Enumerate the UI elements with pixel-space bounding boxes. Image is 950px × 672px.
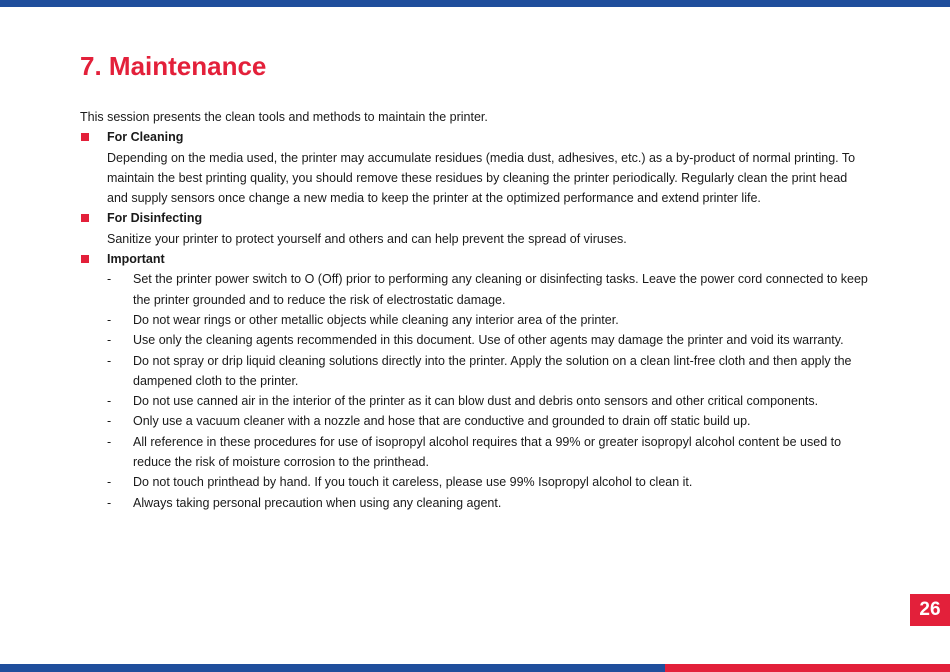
list-item-text: Do not use canned air in the interior of the printer as it can blow dust and debris onto sensors and other critical components. [133, 394, 819, 409]
dash-bullet-icon: - [107, 394, 112, 409]
list-item [107, 472, 870, 492]
dash-bullet-icon: - [107, 495, 112, 510]
bottom-border-bar-red [665, 664, 950, 672]
section-heading-label: Important [107, 252, 165, 267]
square-bullet-icon [81, 133, 89, 141]
section-disinfecting [80, 208, 870, 249]
list-item [107, 269, 870, 310]
important-list [80, 269, 870, 513]
list-item-text: Always taking personal precaution when using any cleaning agent. [133, 495, 502, 510]
square-bullet-icon [81, 214, 89, 222]
list-item-text: Set the printer power switch to O (Off) prior to performing any cleaning or disinfecting tasks. Leave the power cord connected to keep the printer grounded and to reduce the risk of electrostatic damage. [133, 272, 868, 307]
list-item-text: All reference in these procedures for use of isopropyl alcohol requires that a 99% or greater isopropyl alcohol content be used to reduce the risk of moisture corrosion to the printhead. [133, 434, 842, 470]
list-item-text: Only use a vacuum cleaner with a nozzle and hose that are conductive and grounded to drain off static build up. [133, 414, 751, 429]
list-item-text: Do not wear rings or other metallic objects while cleaning any interior area of the printer. [133, 312, 619, 327]
list-item [107, 351, 870, 392]
intro-text: This session presents the clean tools and methods to maintain the printer. [80, 110, 488, 124]
dash-bullet-icon: - [107, 434, 112, 449]
top-border-bar [0, 0, 950, 7]
dash-bullet-icon: - [107, 312, 112, 327]
list-item-text: Do not touch printhead by hand. If you touch it careless, please use 99% Isopropyl alcohol to clean it. [133, 475, 693, 490]
page-content [80, 107, 870, 513]
dash-bullet-icon: - [107, 353, 112, 368]
section-important [80, 249, 870, 513]
list-item [107, 432, 870, 473]
list-item [107, 493, 870, 513]
section-heading-disinfecting [80, 208, 870, 228]
bottom-border-bar-blue [0, 664, 665, 672]
square-bullet-icon [81, 255, 89, 263]
list-item [107, 411, 870, 431]
section-heading-label: For Disinfecting [107, 211, 203, 226]
section-body-cleaning: Depending on the media used, the printer may accumulate residues (media dust, adhesives, etc.) as a by-product of normal printing. To maintain the best printing quality, you should remove these residues by cleaning the printer periodically. Regularly clean the print head and supply sensors once change a new media to keep the printer at the optimized performance and extend printer life. [107, 150, 856, 206]
list-item-text: Use only the cleaning agents recommended in this document. Use of other agents may damage the printer and void its warranty. [133, 333, 844, 348]
list-item [107, 330, 870, 350]
list-item [107, 391, 870, 411]
section-heading-label: For Cleaning [107, 130, 184, 145]
section-heading-important [80, 249, 870, 269]
dash-bullet-icon: - [107, 475, 112, 490]
section-body-disinfecting: Sanitize your printer to protect yourself and others and can help prevent the spread of viruses. [107, 231, 627, 246]
section-heading-cleaning [80, 127, 870, 147]
dash-bullet-icon: - [107, 272, 112, 287]
section-cleaning [80, 127, 870, 208]
list-item-text: Do not spray or drip liquid cleaning solutions directly into the printer. Apply the solution on a clean lint-free cloth and then apply the dampened cloth to the printer. [133, 353, 852, 388]
dash-bullet-icon: - [107, 414, 112, 429]
page-number-badge: 26 [910, 594, 950, 626]
dash-bullet-icon: - [107, 333, 112, 348]
page-title: 7. Maintenance [80, 51, 267, 81]
list-item [107, 310, 870, 330]
